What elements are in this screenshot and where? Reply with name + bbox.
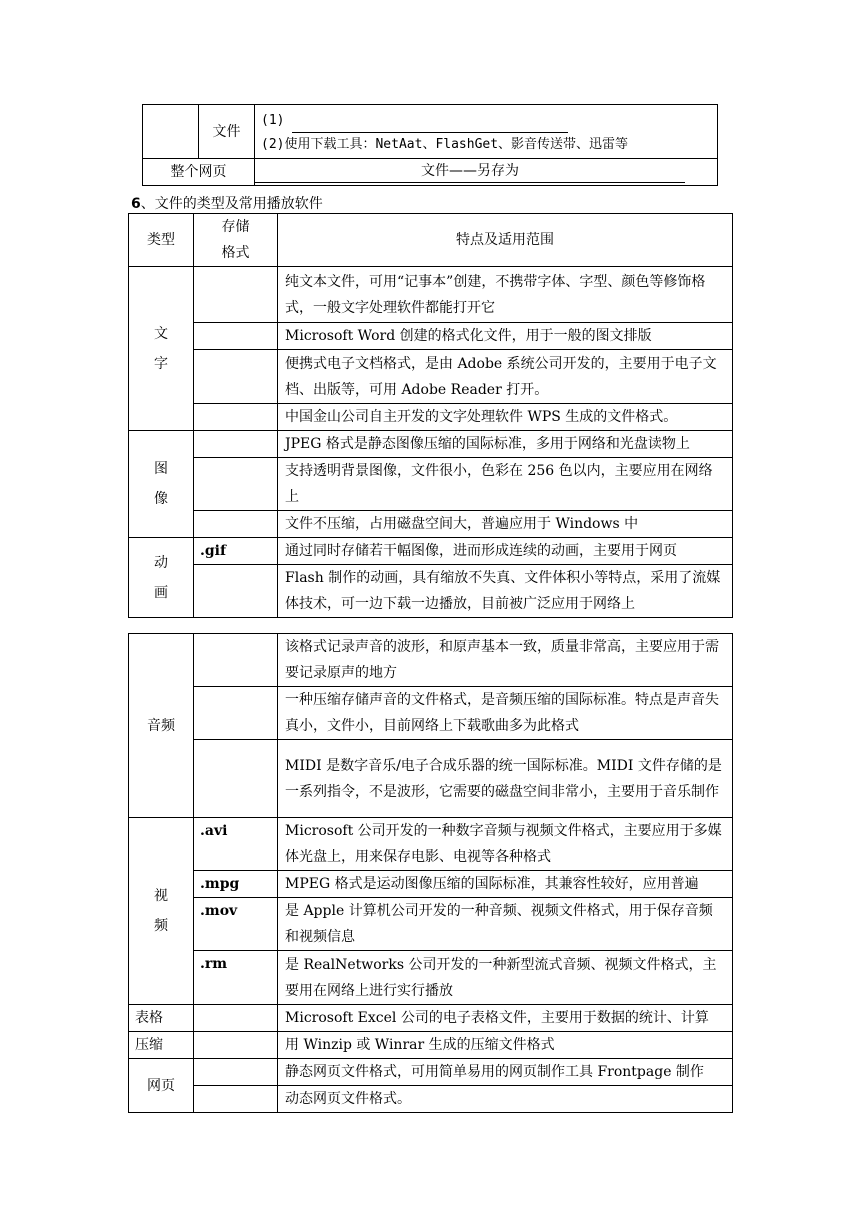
format-cell xyxy=(194,1086,278,1113)
desc-cell: JPEG 格式是静态图像压缩的国际标准，多用于网络和光盘读物上 xyxy=(278,431,733,458)
format-cell xyxy=(194,431,278,458)
format-cell xyxy=(194,687,278,740)
format-cell xyxy=(194,634,278,687)
format-cell: .mpg xyxy=(194,871,278,898)
header-type: 类型 xyxy=(129,214,194,267)
desc-cell: Microsoft 公司开发的一种数字音频与视频文件格式，主要应用于多媒体光盘上，用来保存电影、电视等各种格式 xyxy=(278,818,733,871)
format-cell: .avi xyxy=(194,818,278,871)
desc-cell: MPEG 格式是运动图像压缩的国际标准，其兼容性较好，应用普遍 xyxy=(278,871,733,898)
desc-cell: Microsoft Word 创建的格式化文件，用于一般的图文排版 xyxy=(278,323,733,350)
answer-blank xyxy=(292,118,568,133)
format-cell xyxy=(194,1059,278,1086)
method-2: (2)使用下载工具：NetAat、FlashGet、影音传送带、迅雷等 xyxy=(261,136,629,152)
desc-cell: 用 Winzip 或 Winrar 生成的压缩文件格式 xyxy=(278,1032,733,1059)
format-cell xyxy=(194,458,278,511)
desc-cell: 中国金山公司自主开发的文字处理软件 WPS 生成的文件格式。 xyxy=(278,404,733,431)
desc-cell: 通过同时存储若干幅图像，进而形成连续的动画，主要用于网页 xyxy=(278,538,733,565)
file-methods-cell xyxy=(255,105,718,159)
desc-cell: 一种压缩存储声音的文件格式，是音频压缩的国际标准。特点是声音失真小，文件小，目前网络上下载歌曲多为此格式 xyxy=(278,687,733,740)
desc-cell: 动态网页文件格式。 xyxy=(278,1086,733,1113)
method-1: (1) xyxy=(261,109,711,133)
header-desc: 特点及适用范围 xyxy=(278,214,733,267)
category-image: 图 像 xyxy=(129,431,194,538)
file-types-table-1 xyxy=(128,213,733,618)
desc-cell: MIDI 是数字音乐/电子合成乐器的统一国际标准。MIDI 文件存储的是一系列指令，不是波形，它需要的磁盘空间非常小，主要用于音乐制作 xyxy=(278,740,733,818)
category-video: 视 频 xyxy=(129,818,194,1005)
desc-cell: 该格式记录声音的波形，和原声基本一致，质量非常高，主要应用于需要记录原声的地方 xyxy=(278,634,733,687)
format-cell xyxy=(194,1032,278,1059)
format-cell xyxy=(194,511,278,538)
format-cell xyxy=(194,1005,278,1032)
whole-page-label: 整个网页 xyxy=(143,159,255,186)
whole-page-value: 文件——另存为 xyxy=(255,160,685,183)
desc-cell: Flash 制作的动画，具有缩放不失真、文件体积小等特点，采用了流媒体技术，可一边下载一边播放，目前被广泛应用于网络上 xyxy=(278,565,733,618)
category-text: 文 字 xyxy=(129,267,194,431)
file-label: 文件 xyxy=(199,105,255,159)
desc-cell: 是 RealNetworks 公司开发的一种新型流式音频、视频文件格式，主要用在网络上进行实行播放 xyxy=(278,951,733,1005)
desc-cell: Microsoft Excel 公司的电子表格文件，主要用于数据的统计、计算 xyxy=(278,1005,733,1032)
format-cell xyxy=(194,323,278,350)
category-audio: 音频 xyxy=(129,634,194,818)
format-cell: .rm xyxy=(194,951,278,1005)
format-cell xyxy=(194,267,278,323)
desc-cell: 纯文本文件，可用“记事本”创建，不携带字体、字型、颜色等修饰格式，一般文字处理软件都能打开它 xyxy=(278,267,733,323)
category-animation: 动 画 xyxy=(129,538,194,618)
category-sheet: 表格 xyxy=(129,1005,194,1032)
format-cell xyxy=(194,350,278,404)
format-cell xyxy=(194,740,278,818)
category-web: 网页 xyxy=(129,1059,194,1113)
format-cell xyxy=(194,404,278,431)
file-types-table-2 xyxy=(128,633,733,1113)
format-cell: .gif xyxy=(194,538,278,565)
whole-page-value-cell xyxy=(255,159,718,186)
header-format: 存储 格式 xyxy=(194,214,278,267)
category-compress: 压缩 xyxy=(129,1032,194,1059)
desc-cell: 静态网页文件格式，可用简单易用的网页制作工具 Frontpage 制作 xyxy=(278,1059,733,1086)
top-blank-cell xyxy=(143,105,199,159)
desc-cell: 是 Apple 计算机公司开发的一种音频、视频文件格式，用于保存音频和视频信息 xyxy=(278,898,733,951)
desc-cell: 文件不压缩，占用磁盘空间大，普遍应用于 Windows 中 xyxy=(278,511,733,538)
desc-cell: 便携式电子文档格式，是由 Adobe 系统公司开发的，主要用于电子文档、出版等，可用 Adobe Reader 打开。 xyxy=(278,350,733,404)
format-cell xyxy=(194,565,278,618)
top-table xyxy=(142,104,718,186)
format-cell: .mov xyxy=(194,898,278,951)
desc-cell: 支持透明背景图像，文件很小，色彩在 256 色以内，主要应用在网络上 xyxy=(278,458,733,511)
section-6-heading: 6、文件的类型及常用播放软件 xyxy=(131,196,323,212)
